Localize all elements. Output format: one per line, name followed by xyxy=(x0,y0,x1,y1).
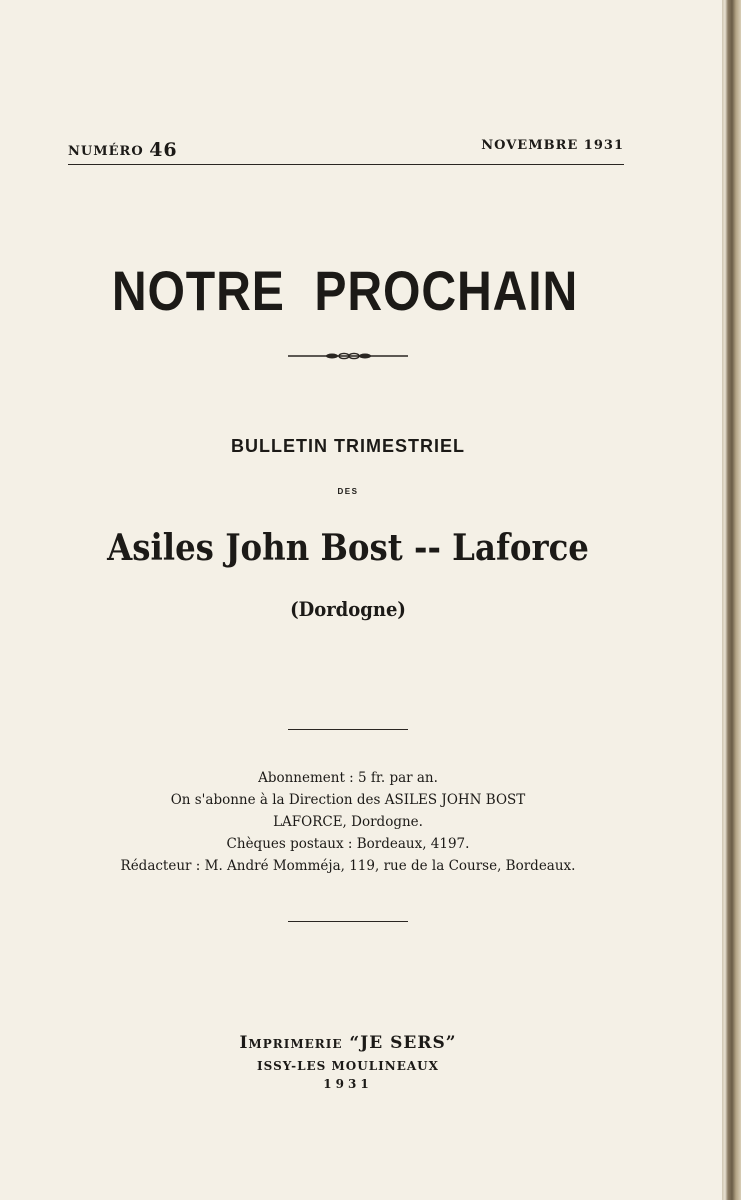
connector-text: DES xyxy=(337,487,359,496)
issue-number: 46 xyxy=(149,139,178,161)
page-title: NOTRE PROCHAIN xyxy=(111,259,579,322)
printer-city: ISSY-LES MOULINEAUX xyxy=(257,1059,439,1073)
issue-info xyxy=(68,138,178,160)
section-divider-bottom xyxy=(288,921,408,922)
region-name: (Dordogne) xyxy=(290,597,406,621)
issue-label: NUMÉRO xyxy=(68,144,144,159)
direction-line-1: On s'abonne à la Direction des ASILES JOHN BOST xyxy=(170,792,526,808)
printer-name: Imprimerie “JE SERS” xyxy=(239,1033,457,1053)
editor-line: Rédacteur : M. André Momméja, 119, rue de la Course, Bordeaux. xyxy=(120,858,576,874)
page-header xyxy=(68,132,624,160)
section-divider xyxy=(288,729,408,730)
printer-block xyxy=(0,1033,696,1091)
printer-year: 1931 xyxy=(323,1077,373,1091)
book-binding-edge xyxy=(722,0,741,1200)
ornament-divider xyxy=(288,350,408,362)
bulletin-subtitle: BULLETIN TRIMESTRIEL xyxy=(231,436,465,456)
institution-name: Asiles John Bost -- Laforce xyxy=(107,527,589,569)
issue-date: NOVEMBRE 1931 xyxy=(481,138,624,153)
postal-line: Chèques postaux : Bordeaux, 4197. xyxy=(226,836,470,852)
direction-line-2: LAFORCE, Dordogne. xyxy=(273,814,423,830)
header-divider xyxy=(68,164,624,165)
subscription-info xyxy=(0,767,696,877)
subscription-line: Abonnement : 5 fr. par an. xyxy=(258,770,438,786)
